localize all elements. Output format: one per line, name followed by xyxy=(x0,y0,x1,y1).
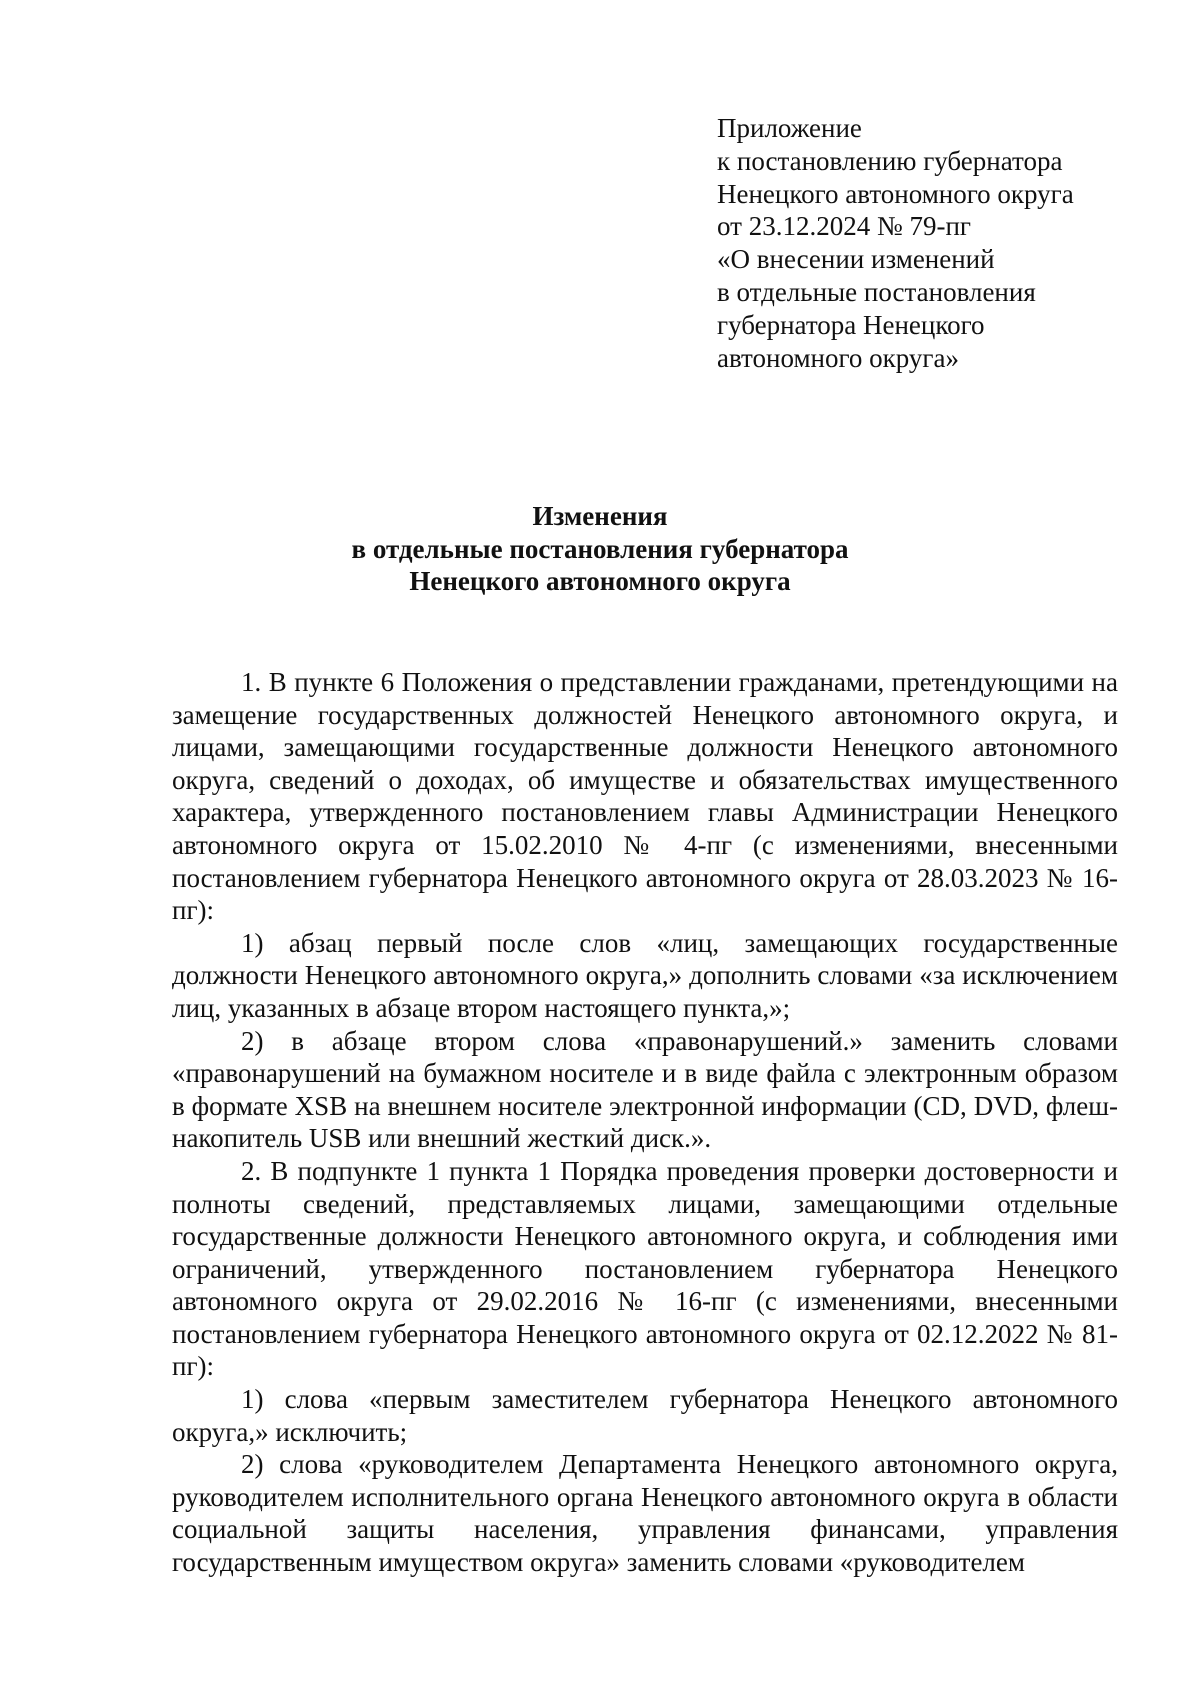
appendix-line: к постановлению губернатора xyxy=(717,145,1063,176)
appendix-line: в отдельные постановления xyxy=(717,276,1036,307)
appendix-line: Ненецкого автономного округа xyxy=(717,178,1074,209)
appendix-line: от 23.12.2024 № 79-пг xyxy=(717,211,971,242)
title-line-1: Изменения xyxy=(532,501,668,531)
paragraph-1: 1. В пункте 6 Положения о представлении гражданами, претендующими на замещение государственных должностей Ненецкого автономного округа, и лицами, замещающими государственные должности Ненецкого автономного округа, сведений о доходах, об имуществе и обязательствах имущественного характера, утвержденного постановлением главы Администрации Ненецкого автономного округа от 15.02.2010 № 4-пг (с изменениями, внесенными постановлением губернатора Ненецкого автономного округа от 28.03.2023 № 16-пг): xyxy=(172,667,1118,926)
paragraph-2: 2. В подпункте 1 пункта 1 Порядка проведения проверки достоверности и полноты сведений, представляемых лицами, замещающими отдельные государственные должности Ненецкого автономного округа, и соблюдения ими ограничений, утвержденного постановлением губернатора Ненецкого автономного округа от 29.02.2016 № 16-пг (с изменениями, внесенными постановлением губернатора Ненецкого автономного округа от 02.12.2022 № 81-пг): xyxy=(172,1155,1118,1382)
document-title xyxy=(0,500,1200,598)
appendix-line: Приложение xyxy=(717,113,862,143)
appendix-line: автономного округа» xyxy=(717,342,959,373)
paragraph-2-item-2: 2) слова «руководителем Департамента Ненецкого автономного округа, руководителем исполнительного органа Ненецкого автономного округа в области социальной защиты населения, управления финансами, управления государственным имуществом округа» заменить словами «руководителем xyxy=(172,1449,1118,1578)
document-body xyxy=(172,666,1118,1579)
paragraph-2-item-1: 1) слова «первым заместителем губернатора Ненецкого автономного округа,» исключить; xyxy=(172,1384,1118,1447)
paragraph-1-item-1: 1) абзац первый после слов «лиц, замещающих государственные должности Ненецкого автономного округа,» дополнить словами «за исключением лиц, указанных в абзаце втором настоящего пункта,»; xyxy=(172,927,1118,1023)
appendix-line: губернатора Ненецкого xyxy=(717,309,985,340)
paragraph-1-item-2: 2) в абзаце втором слова «правонарушений.» заменить словами «правонарушений на бумажном носителе и в виде файла с электронным образом в формате XSB на внешнем носителе электронной информации (CD, DVD, флеш-накопитель USB или внешний жесткий диск.». xyxy=(172,1025,1118,1154)
appendix-line: «О внесении изменений xyxy=(717,244,995,275)
title-line-2: в отдельные постановления губернатора xyxy=(351,533,849,564)
title-line-3: Ненецкого автономного округа xyxy=(409,566,791,596)
appendix-header xyxy=(717,112,1137,374)
